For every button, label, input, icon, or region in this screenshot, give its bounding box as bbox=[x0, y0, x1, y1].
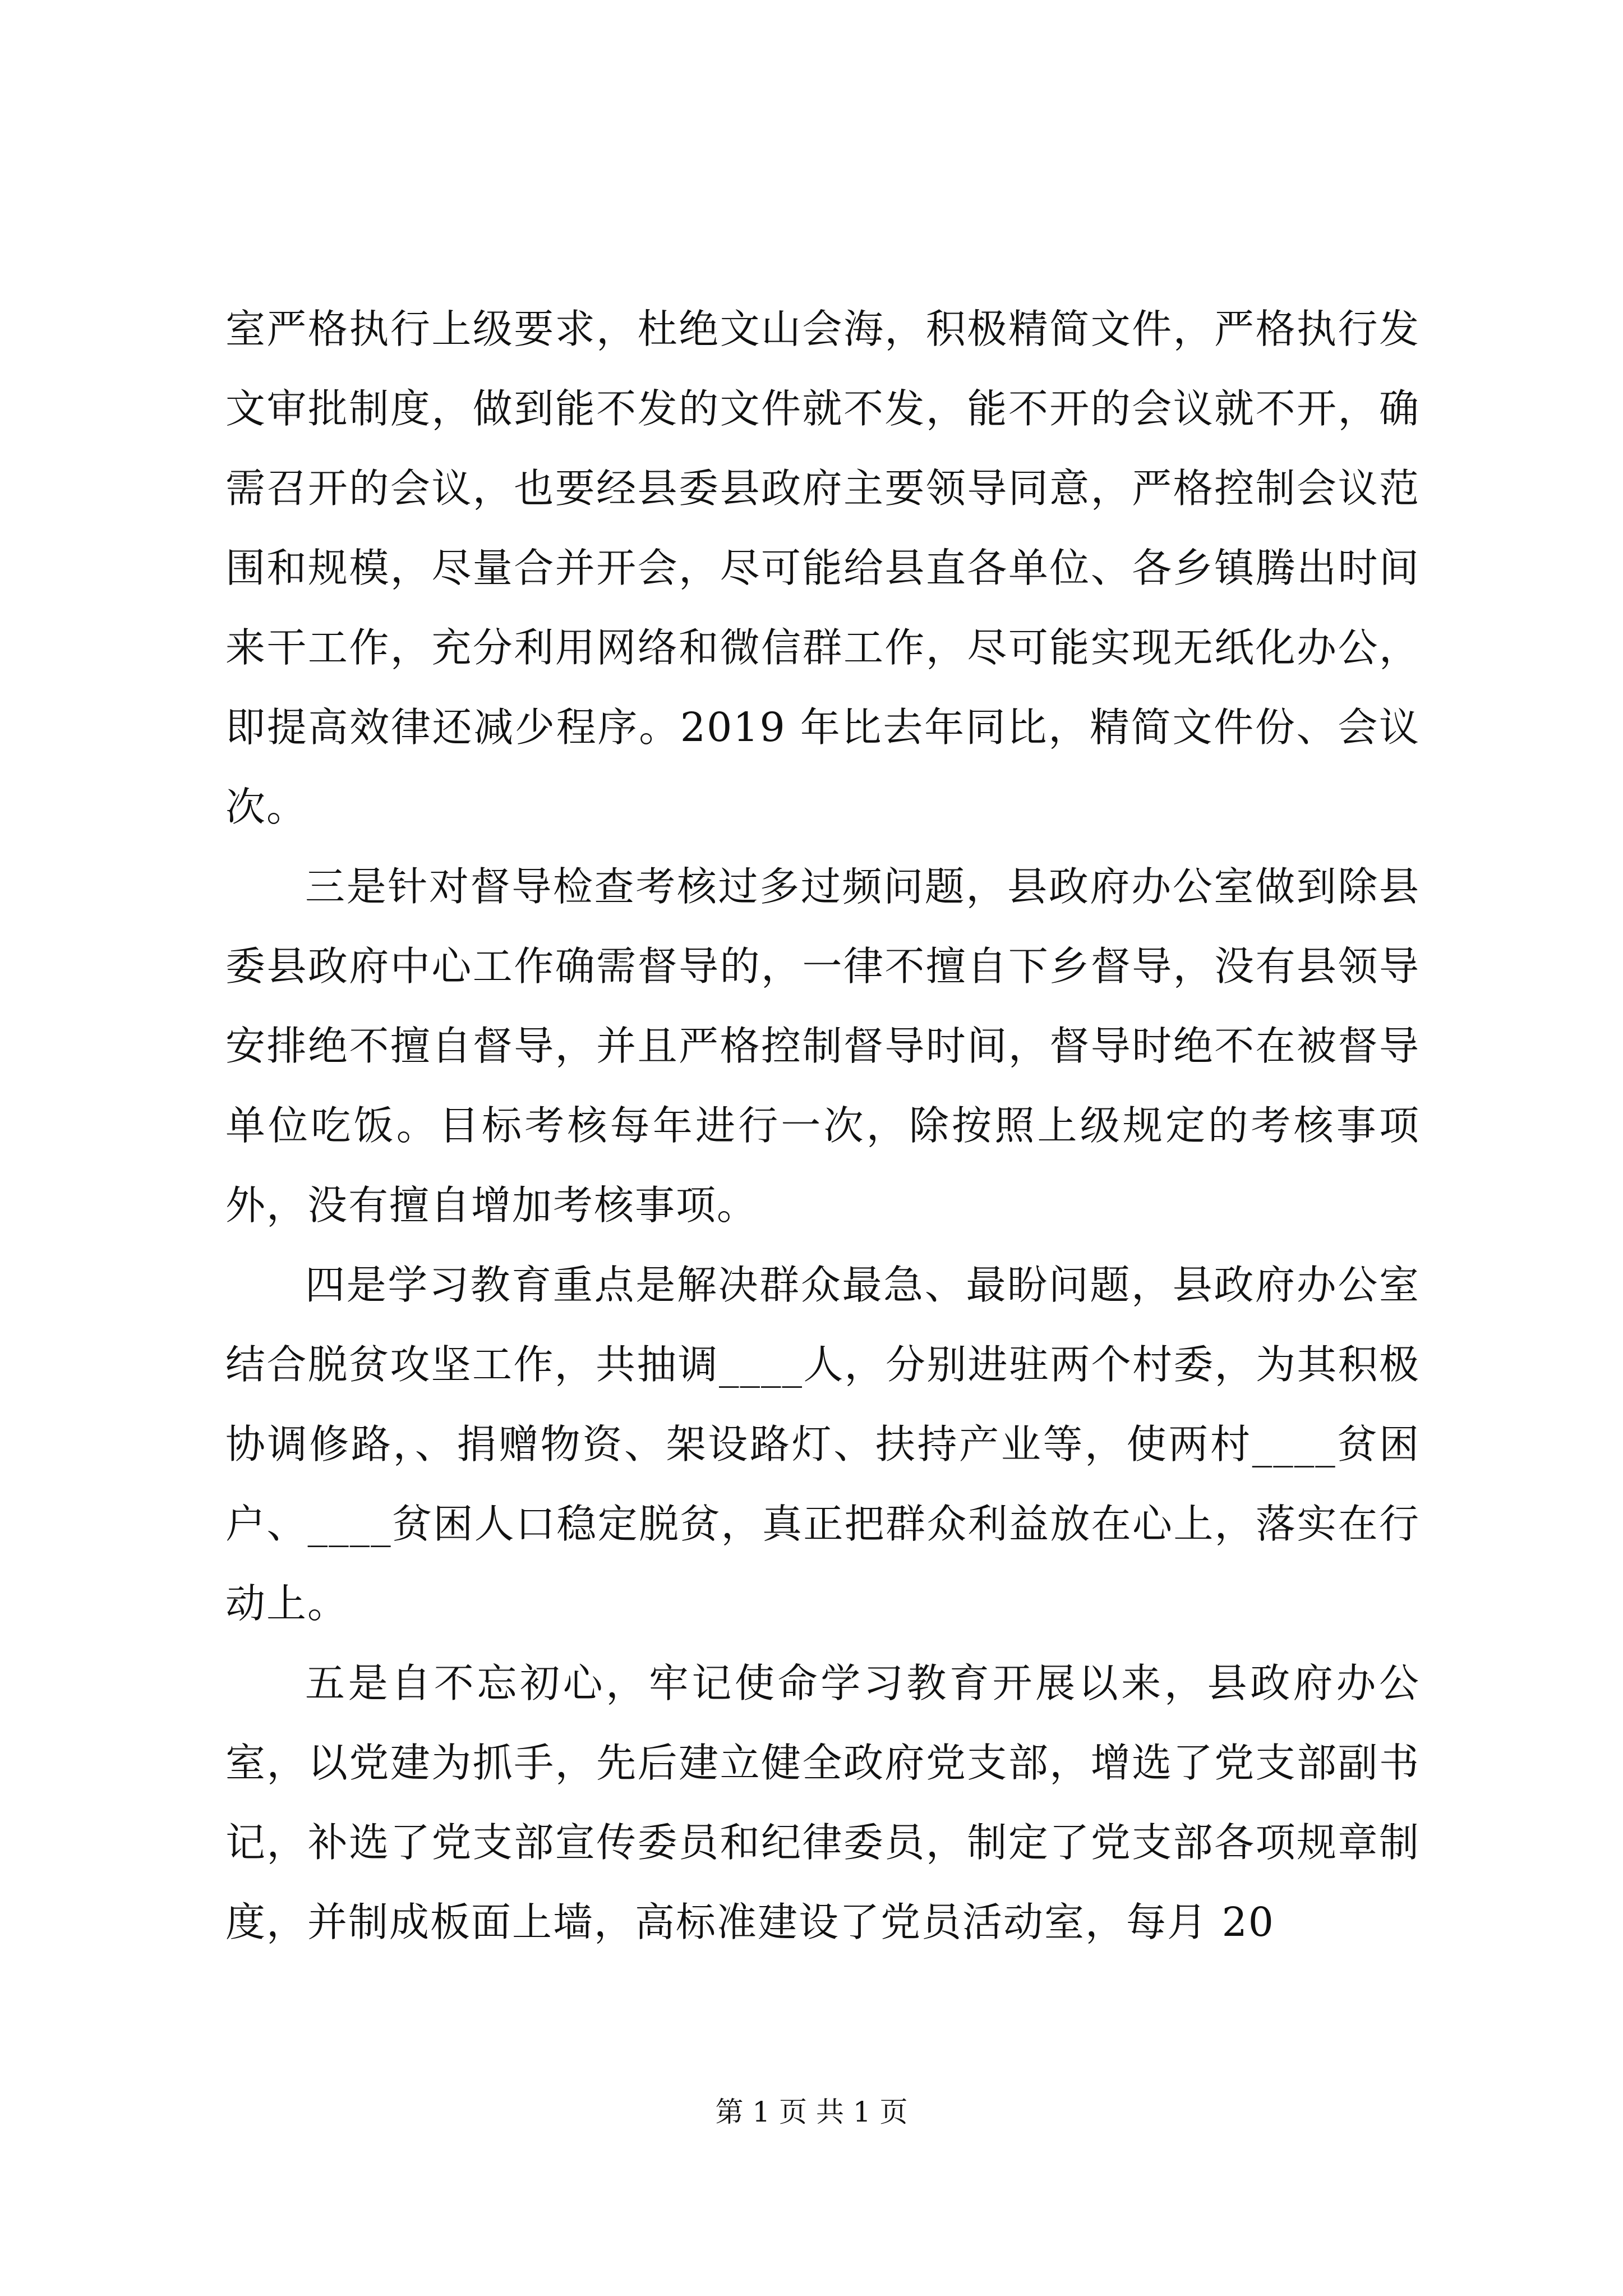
document-body bbox=[225, 289, 1420, 1962]
paragraph-1: 室严格执行上级要求，杜绝文山会海，积极精简文件，严格执行发文审批制度，做到能不发的文件就不发，能不开的会议就不开，确需召开的会议，也要经县委县政府主要领导同意，严格控制会议范围和规模，尽量合并开会，尽可能给县直各单位、各乡镇腾出时间来干工作，充分利用网络和微信群工作，尽可能实现无纸化办公，即提高效律还减少程序。2019 年比去年同比，精简文件份、会议次。 bbox=[225, 306, 1420, 830]
paragraph-2: 三是针对督导检查考核过多过频问题，县政府办公室做到除县委县政府中心工作确需督导的，一律不擅自下乡督导，没有县领导安排绝不擅自督导，并且严格控制督导时间，督导时绝不在被督导单位吃饭。目标考核每年进行一次，除按照上级规定的考核事项外，没有擅自增加考核事项。 bbox=[225, 863, 1420, 1228]
paragraph-3: 四是学习教育重点是解决群众最急、最盼问题，县政府办公室结合脱贫攻坚工作，共抽调____人，分别进驻两个村委，为其积极协调修路，、捐赠物资、架设路灯、扶持产业等，使两村____贫困户、____贫困人口稳定脱贫，真正把群众利益放在心上，落实在行动上。 bbox=[225, 1262, 1420, 1627]
paragraph-4: 五是自不忘初心，牢记使命学习教育开展以来，县政府办公室，以党建为抓手，先后建立健全政府党支部，增选了党支部副书记，补选了党支部宣传委员和纪律委员，制定了党支部各项规章制度，并制成板面上墙，高标准建设了党员活动室，每月 20 bbox=[225, 1660, 1420, 1945]
page-footer: 第 1 页 共 1 页 bbox=[715, 2096, 908, 2128]
